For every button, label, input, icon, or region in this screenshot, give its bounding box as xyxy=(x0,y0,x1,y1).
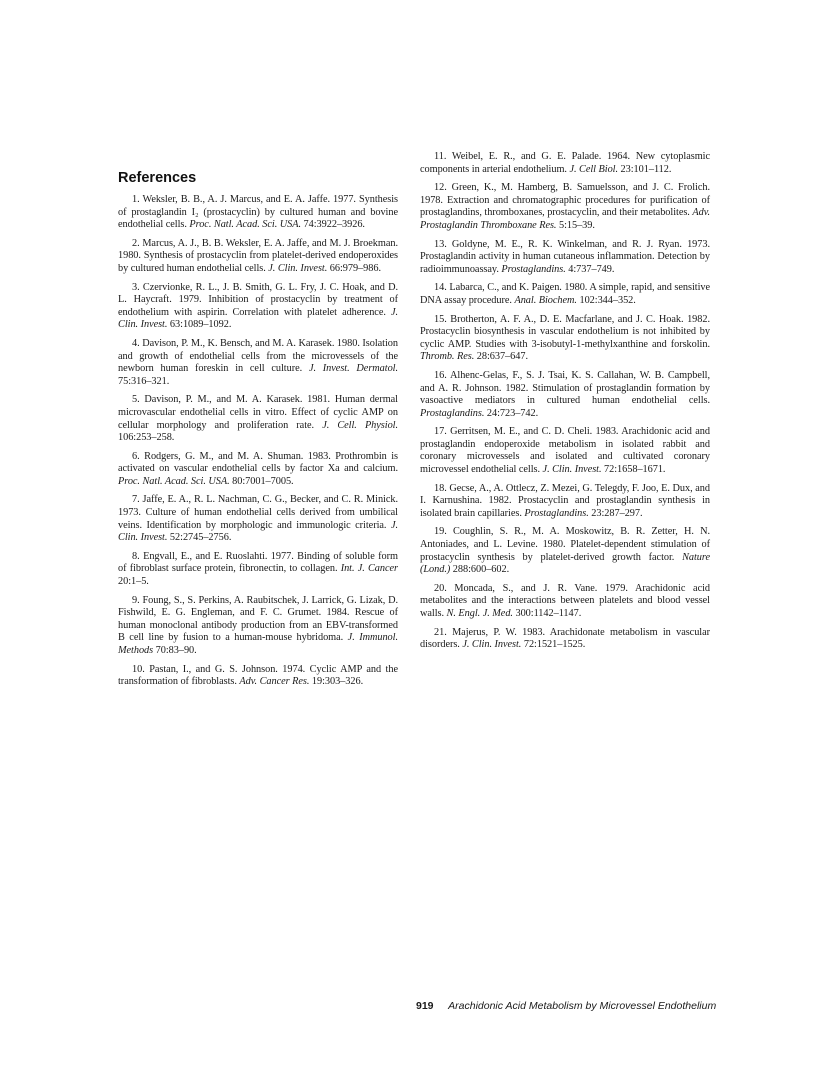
reference-citation: 52:2745–2756. xyxy=(167,532,232,544)
reference-citation: 23:101–112. xyxy=(618,163,672,175)
reference-journal: Prostaglandins. xyxy=(524,507,589,519)
reference-text: Alhenc-Gelas, F., S. J. Tsai, K. S. Callahan, W. B. Campbell, and A. R. Johnson. 1982. Stimulation of prostaglandin formation by vasoactive mediators in cultured human endothelial cells. xyxy=(420,369,710,407)
reference-text: Marcus, A. J., B. B. Weksler, E. A. Jaffe, and M. J. Broekman. 1980. Synthesis of prostacyclin from platelet-derived endoperoxides by cultured human endothelial cells. xyxy=(118,237,398,274)
reference-number: 7. xyxy=(132,494,140,506)
reference-item xyxy=(118,451,398,489)
references-list-left xyxy=(118,194,398,695)
reference-journal: Adv. Cancer Res. xyxy=(239,676,310,688)
page-footer xyxy=(416,1000,716,1012)
reference-journal: Prostaglandins. xyxy=(501,263,566,275)
reference-number: 9. xyxy=(132,594,140,606)
reference-item xyxy=(420,151,710,176)
reference-journal: J. Immunol. Methods xyxy=(118,632,398,656)
reference-text: Brotherton, A. F. A., D. E. Macfarlane, and J. C. Hoak. 1982. Prostacyclin biosynthesis in vascular endothelium is not inhibited by cyclic AMP. Studies with 3-isobutyl-1-methylxanthine and forskolin. xyxy=(420,313,710,350)
reference-text: Majerus, P. W. 1983. Arachidonate metabolism in vascular disorders. xyxy=(420,626,711,651)
reference-number: 2. xyxy=(132,237,140,249)
reference-citation: 20:1–5. xyxy=(118,576,149,588)
reference-journal: Proc. Natl. Acad. Sci. USA. xyxy=(118,475,230,487)
reference-journal: Proc. Natl. Acad. Sci. USA. xyxy=(189,219,302,231)
reference-text: Pastan, I., and G. S. Johnson. 1974. Cyclic AMP and the transformation of fibroblasts. xyxy=(118,663,398,688)
reference-citation: 66:979–986. xyxy=(327,262,381,274)
reference-item xyxy=(420,483,710,521)
reference-journal: Adv. Prostaglandin Thromboxane Res. xyxy=(420,207,710,231)
reference-item xyxy=(118,494,398,544)
reference-number: 14. xyxy=(434,282,447,294)
reference-citation: 28:637–647. xyxy=(474,351,528,363)
reference-journal: J. Cell. Physiol. xyxy=(322,419,399,431)
reference-item xyxy=(118,595,398,658)
reference-journal: J. Clin. Invest. xyxy=(462,639,522,651)
reference-text: Labarca, C., and K. Paigen. 1980. A simple, rapid, and sensitive DNA assay procedure. xyxy=(420,282,710,306)
reference-item xyxy=(420,182,710,232)
reference-journal: J. Cell Biol. xyxy=(569,163,619,175)
reference-journal: N. Engl. J. Med. xyxy=(446,608,513,619)
reference-text: Engvall, E., and E. Ruoslahti. 1977. Binding of soluble form of fibroblast surface protein, fibronectin, to collagen. xyxy=(118,550,398,575)
reference-number: 21. xyxy=(434,626,447,638)
reference-text: Moncada, S., and J. R. Vane. 1979. Arachidonic acid metabolites and the interactions between platelets and blood vessel walls. xyxy=(420,582,710,619)
reference-number: 19. xyxy=(434,526,447,538)
reference-citation: 102:344–352. xyxy=(576,294,636,306)
reference-number: 1. xyxy=(132,194,140,205)
reference-citation: 106:253–258. xyxy=(118,432,175,444)
reference-journal: Anal. Biochem. xyxy=(514,294,577,306)
reference-item xyxy=(420,426,710,476)
reference-text: Czervionke, R. L., J. B. Smith, G. L. Fry, J. C. Hoak, and D. L. Haycraft. 1979. Inhibition of prostacyclin by treatment of endothelium with aspirin. Correlation with platelet adherence. xyxy=(118,281,398,318)
reference-item xyxy=(420,314,710,364)
reference-citation: 23:287–297. xyxy=(588,507,643,519)
reference-item xyxy=(118,238,398,276)
references-list-right xyxy=(420,151,710,658)
reference-citation: 72:1658–1671. xyxy=(601,464,666,476)
reference-number: 10. xyxy=(132,663,145,675)
reference-text: Davison, P. M., and M. A. Karasek. 1981. Human dermal microvascular endothelial cells in vitro. Effect of cyclic AMP on cellular morphology and proliferation rate. xyxy=(118,394,398,431)
reference-text: Davison, P. M., K. Bensch, and M. A. Karasek. 1980. Isolation and growth of endothelial cells from the microvessels of the newborn human foreskin in cell culture. xyxy=(118,337,398,375)
reference-citation: 74:3922–3926. xyxy=(301,219,365,231)
reference-text: Coughlin, S. R., M. A. Moskowitz, B. R. Zetter, H. N. Antoniades, and L. Levine. 1980. Platelet-dependent stimulation of prostacyclin synthesis by platelet-derived growth factor. xyxy=(420,526,711,563)
reference-citation: 5:15–39. xyxy=(556,219,595,231)
reference-item xyxy=(118,551,398,589)
reference-citation: 72:1521–1525. xyxy=(521,639,586,651)
reference-citation: 80:7001–7005. xyxy=(229,475,294,487)
reference-journal: Thromb. Res. xyxy=(420,351,475,363)
reference-item xyxy=(118,394,398,444)
reference-journal: J. Clin. Invest. xyxy=(118,306,398,331)
reference-journal: Nature (Lond.) xyxy=(420,551,710,576)
reference-number: 4. xyxy=(132,337,140,349)
reference-text: Weibel, E. R., and G. E. Palade. 1964. New cytoplasmic components in arterial endothelium. xyxy=(420,151,710,175)
reference-text: Jaffe, E. A., R. L. Nachman, C. G., Becker, and C. R. Minick. 1973. Culture of human endothelial cells derived from umbilical veins. Identification by morphologic and immunologic criteria. xyxy=(118,494,398,531)
reference-number: 15. xyxy=(434,313,447,325)
reference-number: 16. xyxy=(434,369,447,381)
reference-item xyxy=(118,194,398,232)
reference-item xyxy=(420,370,710,420)
reference-item xyxy=(118,282,398,332)
reference-citation: 300:1142–1147. xyxy=(512,608,582,619)
reference-number: 3. xyxy=(132,281,140,293)
reference-citation: 24:723–742. xyxy=(484,407,539,419)
reference-item xyxy=(420,239,710,277)
reference-citation: 19:303–326. xyxy=(309,676,364,688)
reference-number: 20. xyxy=(434,582,447,594)
reference-item xyxy=(118,338,398,388)
reference-number: 12. xyxy=(434,182,447,194)
reference-citation: 4:737–749. xyxy=(565,263,615,275)
reference-text: Gerritsen, M. E., and C. D. Cheli. 1983. Arachidonic acid and prostaglandin endoperoxide metabolism in isolated rabbit and coronary microvessels and isolated and cultivated coronary microvessel endothelial cells. xyxy=(420,426,710,476)
reference-text: Foung, S., S. Perkins, A. Raubitschek, J. Larrick, G. Lizak, D. Fishwild, E. G. Engleman, and F. C. Grumet. 1984. Rescue of human monoclonal antibody production from an EBV-transformed B cell line by fusion to a human-mouse hybridoma. xyxy=(118,594,398,644)
reference-number: 11. xyxy=(434,151,447,162)
reference-journal: J. Clin. Invest. xyxy=(118,519,398,544)
reference-text: Gecse, A., A. Ottlecz, Z. Mezei, G. Telegdy, F. Joo, E. Dux, and I. Karnushina. 1982. Prostacyclin and prostaglandin synthesis in isolated brain capillaries. xyxy=(420,482,710,519)
reference-citation: 288:600–602. xyxy=(450,564,510,576)
reference-citation: 70:83–90. xyxy=(153,645,197,656)
reference-number: 5. xyxy=(132,394,140,406)
reference-journal: Prostaglandins. xyxy=(420,407,485,419)
running-title: Arachidonic Acid Metabolism by Microvessel Endothelium xyxy=(448,1000,717,1012)
reference-number: 13. xyxy=(434,238,447,250)
reference-journal: J. Clin. Invest. xyxy=(268,262,328,274)
reference-item xyxy=(420,282,710,307)
reference-number: 6. xyxy=(132,450,140,462)
references-heading: References xyxy=(118,170,197,186)
reference-item xyxy=(118,664,398,689)
reference-item xyxy=(420,583,710,621)
reference-journal: J. Invest. Dermatol. xyxy=(308,363,399,375)
reference-number: 17. xyxy=(434,426,447,438)
reference-journal: Int. J. Cancer xyxy=(340,563,398,575)
reference-number: 18. xyxy=(434,482,447,494)
reference-journal: J. Clin. Invest. xyxy=(542,464,602,476)
reference-item xyxy=(420,526,710,576)
reference-text: Weksler, B. B., A. J. Marcus, and E. A. Jaffe. 1977. Synthesis of prostaglandin I₂ (prostacyclin) by cultured human and bovine endothelial cells. xyxy=(118,194,398,231)
page-number: 919 xyxy=(416,1000,434,1012)
reference-text: Green, K., M. Hamberg, B. Samuelsson, and J. C. Frolich. 1978. Extraction and chromatographic procedures for purification of prostaglandins, thromboxanes, prostacyclin, and their metabolites. xyxy=(420,182,710,219)
reference-citation: 75:316–321. xyxy=(118,375,170,387)
reference-number: 8. xyxy=(132,550,140,562)
reference-text: Rodgers, G. M., and M. A. Shuman. 1983. Prothrombin is activated on vascular endothelial cells by factor Xa and calcium. xyxy=(118,450,398,475)
reference-item xyxy=(420,627,710,652)
reference-citation: 63:1089–1092. xyxy=(167,319,232,331)
reference-text: Goldyne, M. E., R. K. Winkelman, and R. J. Ryan. 1973. Prostaglandin activity in human cutaneous inflammation. Detection by radioimmunoassay. xyxy=(420,238,710,275)
